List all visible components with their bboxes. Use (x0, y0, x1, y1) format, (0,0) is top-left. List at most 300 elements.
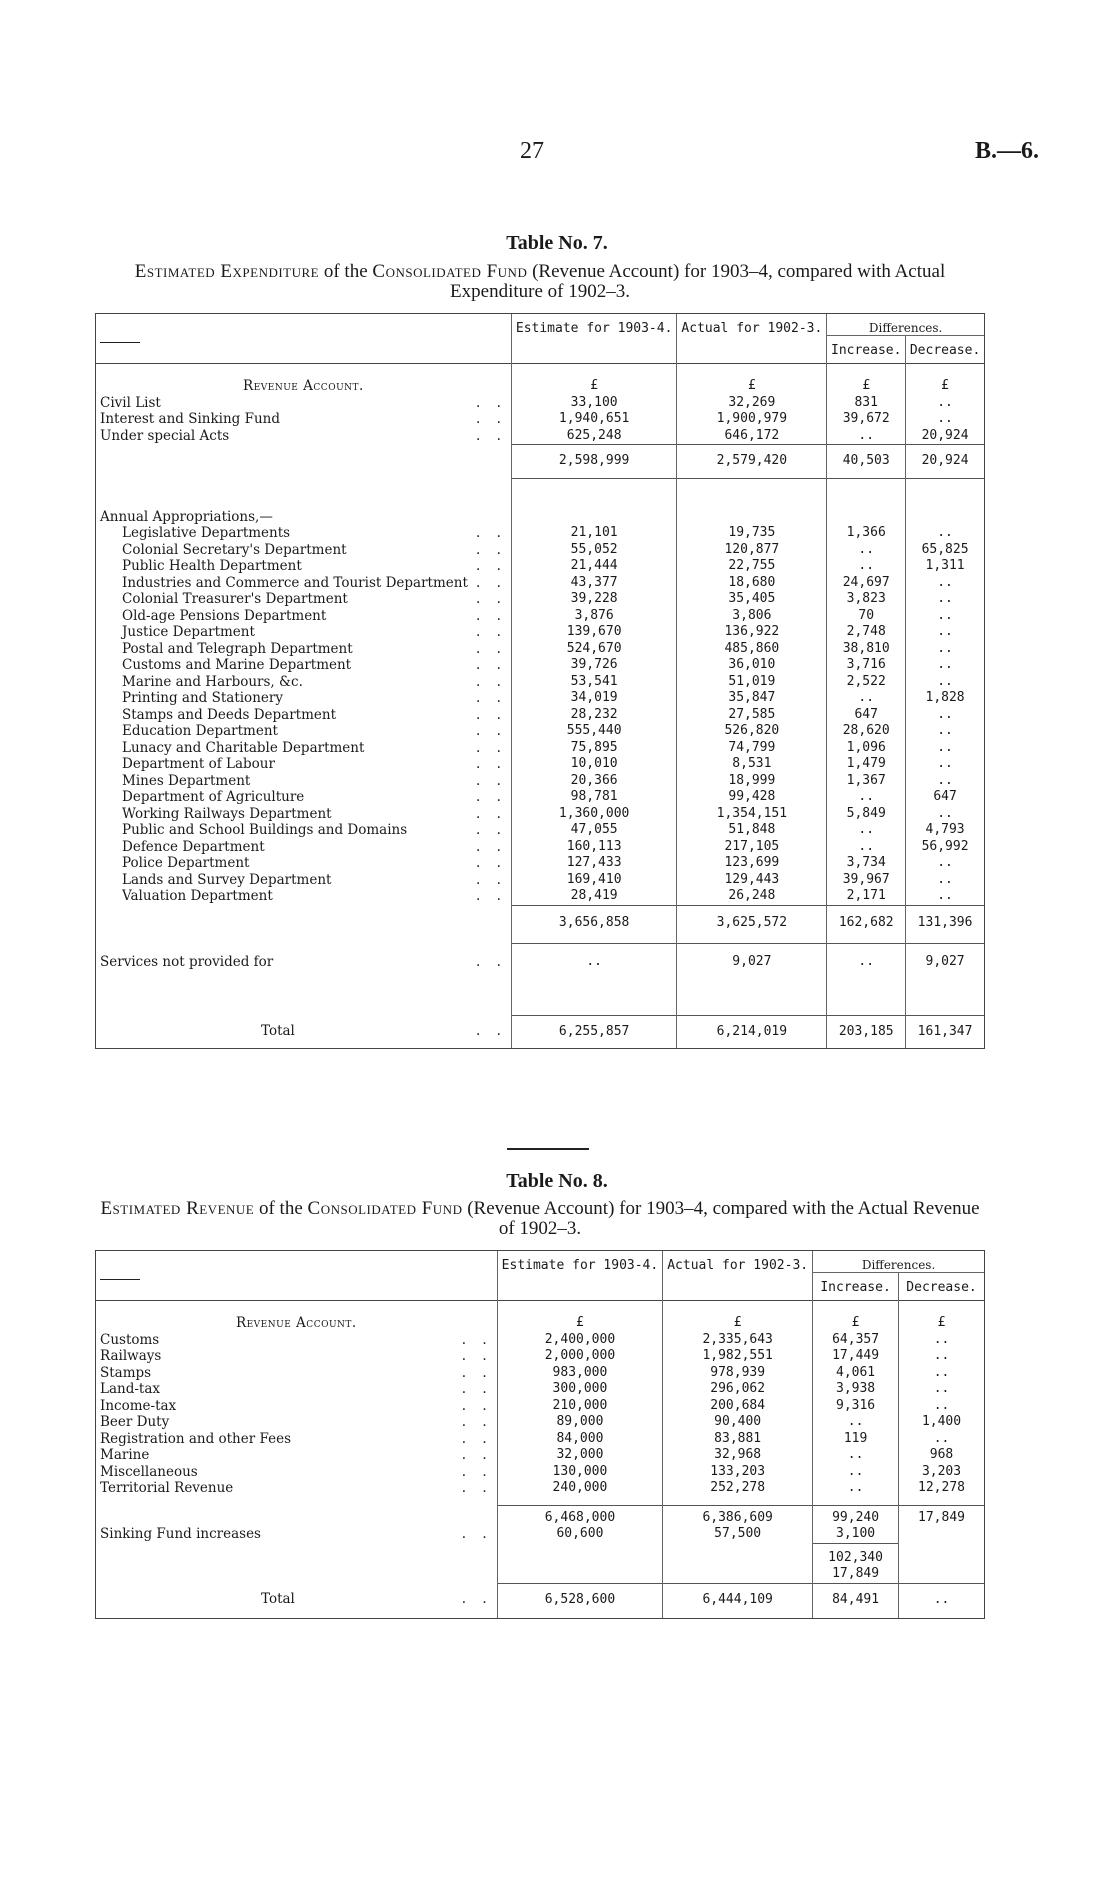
increase-value: 28,620 (827, 723, 906, 740)
estimate-value: 524,670 (511, 641, 677, 658)
estimate-value: 32,000 (497, 1447, 663, 1464)
increase-value: 1,096 (827, 740, 906, 757)
row-label (96, 624, 512, 641)
row-label-text: Annual Appropriations,— (100, 508, 273, 525)
row-label-text: Defence Department (122, 838, 265, 855)
row-label-text: Registration and other Fees (100, 1430, 292, 1447)
estimate-value: 43,377 (511, 575, 677, 592)
table-row (96, 1464, 985, 1481)
estimate-value: 6,528,600 (497, 1583, 663, 1619)
estimate-value: 139,670 (511, 624, 677, 641)
table-row (96, 690, 985, 707)
row-label-text: Legislative Departments (122, 525, 291, 541)
increase-value: .. (827, 690, 906, 707)
table-row (96, 822, 985, 839)
row-label (96, 773, 512, 790)
row-label (96, 1414, 498, 1431)
col-decrease: Decrease. (899, 1273, 985, 1301)
actual-value: 99,428 (677, 789, 827, 806)
table-row (96, 773, 985, 790)
section-divider (507, 1148, 589, 1150)
decrease-value: 131,396 (906, 905, 985, 944)
estimate-value: 28,419 (511, 888, 677, 905)
decrease-value: 4,793 (906, 822, 985, 839)
leader-dots: . . (476, 525, 507, 541)
leader-dots: . . (476, 690, 507, 706)
estimate-value: 60,600 (497, 1526, 663, 1543)
estimate-value: 160,113 (511, 839, 677, 856)
actual-value: 35,847 (677, 690, 827, 707)
estimate-value: 240,000 (497, 1480, 663, 1497)
table-row (96, 509, 985, 526)
decrease-value: .. (906, 641, 985, 658)
table8-title: Table No. 8. (506, 1170, 608, 1192)
row-label-text: Total (261, 1023, 295, 1039)
caption-part: of the (319, 261, 373, 282)
leader-dots: . . (476, 673, 507, 690)
row-label (96, 944, 512, 971)
leader-dots: . . (476, 953, 507, 970)
actual-value: 9,027 (677, 944, 827, 971)
row-label-text: Postal and Telegraph Department (122, 640, 353, 657)
row-label (96, 445, 512, 479)
actual-value: 27,585 (677, 707, 827, 724)
spacer-cell (906, 478, 985, 509)
row-label (96, 855, 512, 872)
leader-dots: . . (476, 772, 507, 789)
table-row (96, 1015, 985, 1049)
table-row (96, 525, 985, 542)
caption-part: Estimated Revenue (100, 1198, 255, 1219)
actual-value: 6,386,609 (663, 1505, 813, 1526)
leader-dots: . . (461, 1480, 493, 1496)
increase-value: .. (827, 542, 906, 559)
decrease-value: .. (899, 1398, 985, 1415)
decrease-value: 20,924 (906, 445, 985, 479)
row-label (96, 657, 512, 674)
spacer-cell (497, 1497, 663, 1506)
row-label (96, 1015, 512, 1049)
spacer-cell (511, 971, 677, 1016)
spacer-cell (511, 478, 677, 509)
decrease-value: 65,825 (906, 542, 985, 559)
col-actual: Actual for 1902-3. (663, 1251, 813, 1301)
row-label-text: Public Health Department (122, 558, 302, 574)
leader-dots: . . (476, 607, 507, 624)
empty-cell (497, 1543, 663, 1583)
increase-value: 3,938 (813, 1381, 899, 1398)
row-label (96, 509, 512, 526)
increase-value: .. (813, 1447, 899, 1464)
decrease-value: .. (906, 756, 985, 773)
actual-value: 136,922 (677, 624, 827, 641)
row-label-text: Income-tax (100, 1397, 177, 1414)
actual-value: 3,625,572 (677, 905, 827, 944)
col-estimate: Estimate for 1903-4. (497, 1251, 663, 1301)
table-row (96, 542, 985, 559)
increase-value: 17,849 (832, 1566, 880, 1581)
unit-symbol: £ (813, 1301, 899, 1332)
row-label (96, 822, 512, 839)
row-label-text: Land-tax (100, 1381, 160, 1397)
spacer-cell (899, 1497, 985, 1506)
row-label (96, 641, 512, 658)
actual-value: 200,684 (663, 1398, 813, 1415)
estimate-value: 21,101 (511, 525, 677, 542)
actual-value: 129,443 (677, 872, 827, 889)
spacer-cell (96, 478, 512, 509)
row-label (96, 707, 512, 724)
table8 (95, 1250, 985, 1619)
decrease-value: .. (899, 1332, 985, 1349)
decrease-value: .. (906, 872, 985, 889)
increase-value: .. (813, 1480, 899, 1497)
row-label-text: Services not provided for (100, 953, 274, 970)
row-label-text: Valuation Department (122, 888, 273, 904)
decrease-value: .. (906, 888, 985, 905)
increase-value: 119 (813, 1431, 899, 1448)
table-row (96, 1505, 985, 1526)
actual-value: 51,848 (677, 822, 827, 839)
increase-value: 3,100 (813, 1526, 899, 1543)
section-heading: Revenue Account. (96, 364, 512, 395)
spacer-row (96, 478, 985, 509)
increase-value: 162,682 (827, 905, 906, 944)
increase-value: 5,849 (827, 806, 906, 823)
table-row (96, 641, 985, 658)
increase-value: .. (827, 822, 906, 839)
row-label-text: Marine and Harbours, &c. (122, 673, 303, 690)
row-label-text: Customs (100, 1331, 160, 1348)
row-label (96, 1583, 498, 1619)
leader-dots: . . (461, 1397, 493, 1414)
row-label (96, 591, 512, 608)
table-row (96, 707, 985, 724)
increase-value: .. (813, 1414, 899, 1431)
increase-value: 64,357 (813, 1332, 899, 1349)
estimate-value: 2,400,000 (497, 1332, 663, 1349)
actual-value: 120,877 (677, 542, 827, 559)
increase-value: 1,367 (827, 773, 906, 790)
decrease-value: 20,924 (906, 428, 985, 445)
estimate-value: 53,541 (511, 674, 677, 691)
col-estimate: Estimate for 1903-4. (511, 314, 677, 364)
table-row (96, 624, 985, 641)
decrease-value: .. (906, 525, 985, 542)
leader-dots: . . (461, 1447, 493, 1463)
empty-cell (511, 509, 677, 526)
increase-value: 2,522 (827, 674, 906, 691)
estimate-value: 2,000,000 (497, 1348, 663, 1365)
unit-symbol: £ (899, 1301, 985, 1332)
table8-caption (95, 1199, 985, 1239)
estimate-value: 34,019 (511, 690, 677, 707)
row-label (96, 608, 512, 625)
blank-header (96, 1251, 498, 1301)
table-row (96, 872, 985, 889)
actual-value: 296,062 (663, 1381, 813, 1398)
increase-value: 1,366 (827, 525, 906, 542)
estimate-value: 20,366 (511, 773, 677, 790)
row-label-text: Marine (100, 1447, 150, 1463)
estimate-value: 983,000 (497, 1365, 663, 1382)
row-label-text: Lands and Survey Department (122, 871, 332, 888)
table-row (96, 1348, 985, 1365)
decrease-value: 1,828 (906, 690, 985, 707)
unit-symbol: £ (827, 364, 906, 395)
decrease-value: 17,849 (899, 1505, 985, 1526)
spacer-cell (663, 1497, 813, 1506)
estimate-value: 3,656,858 (511, 905, 677, 944)
increase-value: 24,697 (827, 575, 906, 592)
decrease-value: 9,027 (906, 944, 985, 971)
decrease-value: 968 (899, 1447, 985, 1464)
table-row (96, 428, 985, 445)
actual-value: 19,735 (677, 525, 827, 542)
actual-value: 83,881 (663, 1431, 813, 1448)
estimate-value: 47,055 (511, 822, 677, 839)
actual-value: 1,900,979 (677, 411, 827, 428)
table-row (96, 1583, 985, 1619)
spacer-cell (813, 1497, 899, 1506)
estimate-value: 2,598,999 (511, 445, 677, 479)
table-row (96, 1365, 985, 1382)
actual-value: 3,806 (677, 608, 827, 625)
row-label (96, 525, 512, 542)
leader-dots: . . (461, 1414, 493, 1430)
increase-value: 39,672 (827, 411, 906, 428)
empty-cell (677, 509, 827, 526)
leader-dots: . . (476, 591, 507, 607)
table7-title: Table No. 7. (506, 232, 608, 254)
increase-value: 2,171 (827, 888, 906, 905)
leader-dots: . . (476, 789, 507, 805)
leader-dots: . . (476, 640, 507, 657)
empty-cell (827, 509, 906, 526)
actual-value: 90,400 (663, 1414, 813, 1431)
decrease-value: .. (906, 624, 985, 641)
table-row (96, 411, 985, 428)
caption-part: Estimated Expenditure (134, 261, 320, 282)
decrease-value: .. (906, 806, 985, 823)
increase-value: 38,810 (827, 641, 906, 658)
unit-symbol: £ (663, 1301, 813, 1332)
leader-dots: . . (461, 1331, 493, 1348)
row-label-text: Beer Duty (100, 1414, 170, 1430)
spacer-cell (677, 478, 827, 509)
row-label (96, 839, 512, 856)
decrease-value: 3,203 (899, 1464, 985, 1481)
table-row (96, 888, 985, 905)
estimate-value: 6,468,000 (497, 1505, 663, 1526)
spacer-cell (906, 971, 985, 1016)
row-label (96, 1447, 498, 1464)
actual-value: 217,105 (677, 839, 827, 856)
row-label (96, 1480, 498, 1497)
estimate-value: 21,444 (511, 558, 677, 575)
actual-value: 6,214,019 (677, 1015, 827, 1049)
increase-value: 84,491 (813, 1583, 899, 1619)
estimate-value: 1,940,651 (511, 411, 677, 428)
increase-value: 70 (827, 608, 906, 625)
leader-dots: . . (461, 1591, 493, 1607)
section-heading: Revenue Account. (96, 1301, 498, 1332)
row-label-text: Miscellaneous (100, 1463, 198, 1480)
unit-symbol: £ (497, 1301, 663, 1332)
col-decrease: Decrease. (906, 336, 985, 364)
table-row (96, 1526, 985, 1543)
actual-value: 133,203 (663, 1464, 813, 1481)
row-label (96, 1526, 498, 1543)
row-label-text: Customs and Marine Department (122, 657, 352, 673)
row-label-text: Public and School Buildings and Domains (122, 822, 408, 838)
row-label-text: Interest and Sinking Fund (100, 411, 280, 427)
caption-part: (Revenue Account) for 1903–4, compared with Actual Expenditure of 1902–3. (450, 261, 946, 302)
actual-value: 74,799 (677, 740, 827, 757)
increase-value: 1,479 (827, 756, 906, 773)
table-row (96, 674, 985, 691)
leader-dots: . . (476, 394, 507, 411)
actual-value: 36,010 (677, 657, 827, 674)
empty-cell (906, 509, 985, 526)
spacer-cell (677, 971, 827, 1016)
row-label (96, 1381, 498, 1398)
empty-cell (663, 1543, 813, 1583)
table-row (96, 756, 985, 773)
leader-dots: . . (476, 624, 507, 640)
estimate-value: 89,000 (497, 1414, 663, 1431)
decrease-value: .. (899, 1365, 985, 1382)
actual-value: 35,405 (677, 591, 827, 608)
table-row (96, 591, 985, 608)
spacer-cell (96, 971, 512, 1016)
caption-part: Consolidated Fund (372, 261, 528, 282)
table-row (96, 1332, 985, 1349)
row-label (96, 1464, 498, 1481)
row-label (96, 1505, 498, 1526)
decrease-value: .. (906, 674, 985, 691)
actual-value: 978,939 (663, 1365, 813, 1382)
leader-dots: . . (476, 1023, 507, 1039)
decrease-value: .. (899, 1431, 985, 1448)
row-label-text: Department of Agriculture (122, 789, 305, 805)
table-row (96, 740, 985, 757)
table-row (96, 657, 985, 674)
row-label (96, 905, 512, 944)
row-label-text: Sinking Fund increases (100, 1526, 261, 1542)
leader-dots: . . (461, 1348, 493, 1364)
empty-cell (899, 1543, 985, 1583)
decrease-value: .. (906, 855, 985, 872)
row-label-text: Department of Labour (122, 756, 275, 772)
actual-value: 26,248 (677, 888, 827, 905)
row-label (96, 1348, 498, 1365)
estimate-value: 130,000 (497, 1464, 663, 1481)
decrease-value: .. (899, 1381, 985, 1398)
row-label-text: Justice Department (122, 624, 255, 640)
actual-value: 57,500 (663, 1526, 813, 1543)
increase-value: 17,449 (813, 1348, 899, 1365)
estimate-value: 555,440 (511, 723, 677, 740)
leader-dots: . . (461, 1430, 493, 1447)
row-label-text: Stamps (100, 1364, 152, 1381)
actual-value: 123,699 (677, 855, 827, 872)
table-row (96, 445, 985, 479)
increase-value: 831 (827, 395, 906, 412)
spacer-cell (827, 971, 906, 1016)
increase-value: .. (827, 839, 906, 856)
estimate-value: 39,228 (511, 591, 677, 608)
leader-dots: . . (476, 411, 507, 427)
caption-part: Consolidated Fund (307, 1198, 463, 1219)
unit-symbol: £ (511, 364, 677, 395)
table-row (96, 905, 985, 944)
row-label-text: Old-age Pensions Department (122, 607, 327, 624)
row-label-text: Territorial Revenue (100, 1480, 234, 1496)
row-label-text: Education Department (122, 723, 278, 739)
increase-value: 4,061 (813, 1365, 899, 1382)
table-row (96, 855, 985, 872)
row-label (96, 806, 512, 823)
col-differences: Differences. (827, 314, 985, 336)
estimate-value: 625,248 (511, 428, 677, 445)
actual-value: 22,755 (677, 558, 827, 575)
decrease-value: .. (906, 395, 985, 412)
leader-dots: . . (476, 541, 507, 558)
spacer-cell (96, 1497, 498, 1506)
estimate-value: 33,100 (511, 395, 677, 412)
increase-value: 2,748 (827, 624, 906, 641)
leader-dots: . . (476, 871, 507, 888)
increase-value: 9,316 (813, 1398, 899, 1415)
increase-value: .. (827, 944, 906, 971)
row-label-text: Printing and Stationery (122, 690, 283, 706)
estimate-value: 300,000 (497, 1381, 663, 1398)
table7-caption (95, 262, 985, 302)
decrease-value: 56,992 (906, 839, 985, 856)
leader-dots: . . (476, 574, 507, 591)
table-row (96, 608, 985, 625)
increase-net-cell (813, 1543, 899, 1583)
row-label (96, 395, 512, 412)
row-label (96, 542, 512, 559)
row-label (96, 1431, 498, 1448)
row-label (96, 428, 512, 445)
leader-dots: . . (476, 838, 507, 855)
decrease-value: 161,347 (906, 1015, 985, 1049)
actual-value: 252,278 (663, 1480, 813, 1497)
col-increase: Increase. (813, 1273, 899, 1301)
col-actual: Actual for 1902-3. (677, 314, 827, 364)
unit-symbol: £ (677, 364, 827, 395)
increase-value: .. (827, 428, 906, 445)
estimate-value: 3,876 (511, 608, 677, 625)
row-label (96, 872, 512, 889)
estimate-value: 210,000 (497, 1398, 663, 1415)
actual-value: 2,579,420 (677, 445, 827, 479)
increase-value: 39,967 (827, 872, 906, 889)
leader-dots: . . (461, 1526, 493, 1542)
estimate-value: 28,232 (511, 707, 677, 724)
row-label (96, 789, 512, 806)
table-row (96, 944, 985, 971)
row-label-text: Mines Department (122, 772, 251, 789)
table-row (96, 1414, 985, 1431)
section-heading-row (96, 1301, 985, 1332)
increase-value: .. (813, 1464, 899, 1481)
row-label-text: Working Railways Department (122, 805, 332, 822)
caption-part: (Revenue Account) for 1903–4, compared with the Actual Revenue of 1902–3. (462, 1198, 980, 1239)
